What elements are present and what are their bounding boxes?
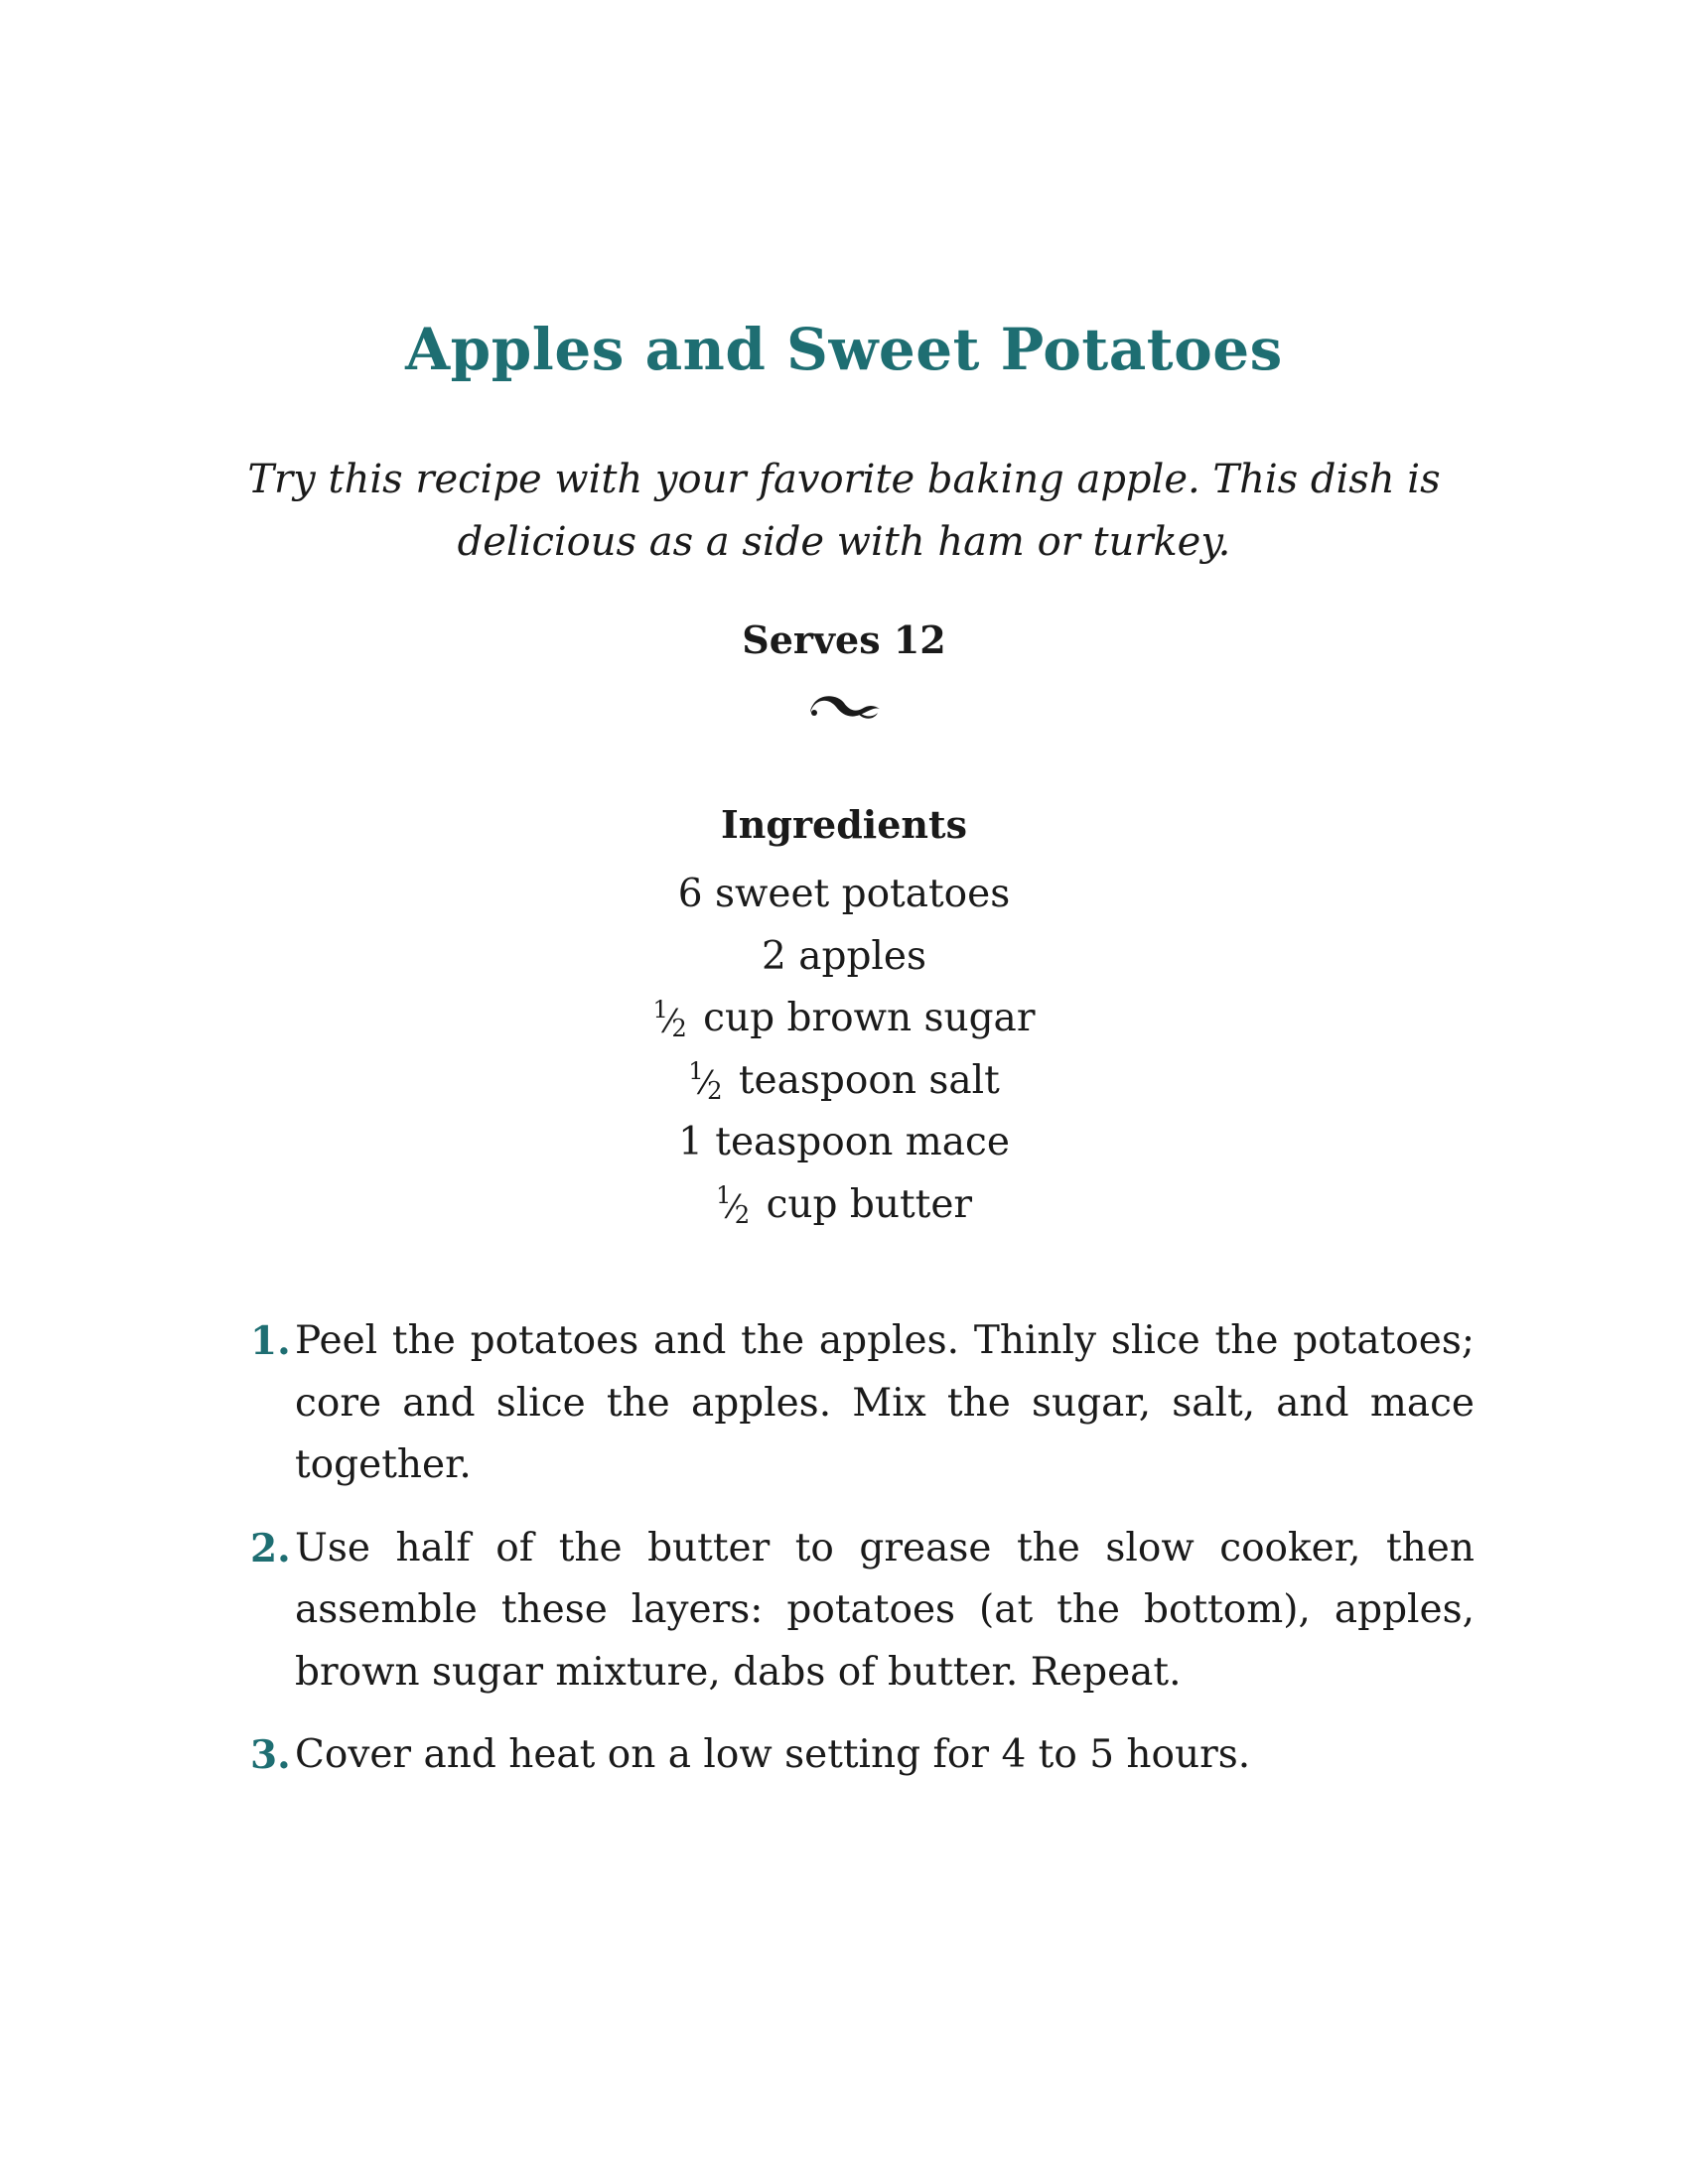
fraction-numerator: 1 (715, 1181, 732, 1210)
instruction-step (250, 1518, 1475, 1705)
ingredient-text: 6 sweet potatoes (677, 872, 1011, 916)
ingredients-heading: Ingredients (721, 802, 967, 847)
fraction-denominator: 2 (707, 1076, 723, 1105)
serves-count: Serves 12 (742, 617, 946, 662)
fraction-numerator: 1 (688, 1057, 704, 1086)
step-number: 1. (250, 1318, 291, 1364)
ingredient-item (0, 1050, 1688, 1113)
ingredient-text: 1 teaspoon mace (678, 1120, 1010, 1164)
instructions-list (250, 1310, 1475, 1808)
step-text: Peel the potatoes and the apples. Thinly slice the potatoes; core and slice the apples. Mix the sugar, salt, and mace together. (295, 1318, 1475, 1487)
recipe-intro: Try this recipe with your favorite baking apple. This dish is delicious as a side with ham or turkey. (247, 457, 1441, 565)
fraction-numerator: 1 (652, 995, 668, 1024)
ingredients-list (0, 864, 1688, 1236)
recipe-title: Apples and Sweet Potatoes (405, 316, 1283, 383)
fraction: 1⁄2 (715, 1181, 751, 1229)
ingredient-item (0, 1174, 1688, 1237)
fraction-denominator: 2 (671, 1015, 687, 1043)
ingredient-text: cup butter (766, 1181, 973, 1227)
ingredient-item (0, 988, 1688, 1050)
ingredient-item (0, 864, 1688, 926)
step-text: Use half of the butter to grease the slow cooker, then assemble these layers: potatoes (at the bottom), apples, brown sugar mixture, dabs of butter. Repeat. (295, 1525, 1475, 1695)
fraction: 1⁄2 (688, 1057, 723, 1105)
ingredient-item (0, 1112, 1688, 1174)
step-number: 3. (250, 1732, 291, 1778)
ingredient-text: cup brown sugar (703, 996, 1036, 1040)
ingredient-text: 2 apples (762, 933, 926, 979)
step-text: Cover and heat on a low setting for 4 to 5 hours. (295, 1732, 1251, 1777)
ingredient-text: teaspoon salt (738, 1057, 1000, 1103)
swash-ornament-icon (804, 691, 884, 727)
ingredient-item (0, 926, 1688, 989)
instruction-step (250, 1310, 1475, 1497)
instruction-step (250, 1724, 1475, 1787)
fraction-denominator: 2 (734, 1200, 751, 1229)
step-number: 2. (250, 1525, 291, 1571)
fraction: 1⁄2 (652, 995, 687, 1043)
